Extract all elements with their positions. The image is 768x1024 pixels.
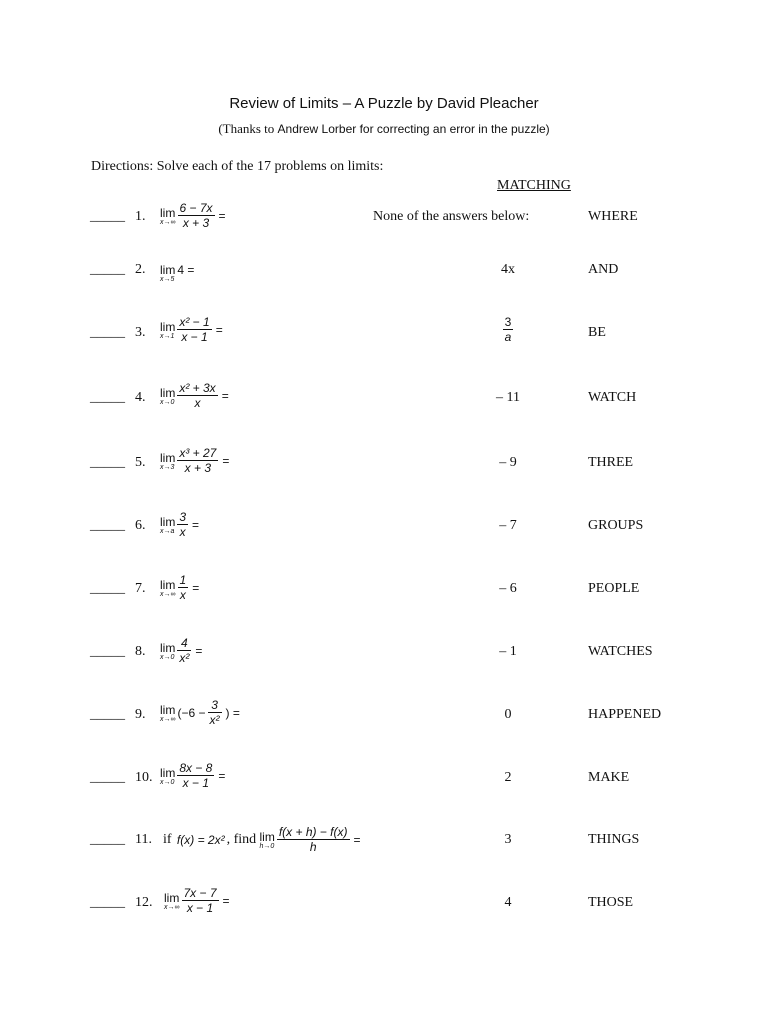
- problem-row: [0, 698, 768, 748]
- problem-number: 8.: [135, 644, 146, 659]
- limit-expression: lim x→∞ $\frac{7x - 7}{x - 1}$ =: [164, 886, 230, 915]
- answer-choice: 3: [504, 832, 512, 847]
- matching-heading: MATCHING: [497, 178, 571, 193]
- answer-word: AND: [588, 262, 619, 277]
- directions: Directions: Solve each of the 17 problems on limits:: [91, 159, 384, 174]
- limit-expression: lim x→0 $\frac{4}{\text{x²}}$ =: [160, 636, 203, 665]
- answer-word: BE: [588, 325, 606, 340]
- answer-choice: None of the answers below:: [373, 209, 530, 224]
- limit-expression: if f(x) = 2x² , find lim h→0 $\frac{f(x + h) - f(x)}{h}$ =: [163, 825, 361, 854]
- answer-blank[interactable]: _____: [90, 644, 125, 659]
- problem-row: [0, 886, 768, 936]
- answer-blank[interactable]: _____: [90, 518, 125, 533]
- answer-blank[interactable]: _____: [90, 832, 125, 847]
- limit-expression: lim x→∞ (−6 − $\frac{3}{\text{x²}}$ ) =: [160, 698, 240, 727]
- problem-row: [0, 201, 768, 251]
- limit-expression: lim x→a $\frac{3}{x}$ =: [160, 510, 200, 539]
- answer-choice: $\frac{3}{a}$: [504, 315, 512, 344]
- problem-row: [0, 446, 768, 496]
- limit-expression: lim x→3 $\frac{\text{x³ + 27}}{x + 3}$ =: [160, 446, 230, 475]
- subtitle-body: Andrew Lorber for correcting an error in the puzzle): [277, 122, 550, 136]
- problem-row: [0, 636, 768, 686]
- answer-word: WHERE: [588, 209, 638, 224]
- problem-row: [0, 381, 768, 431]
- limit-expression: lim x→∞ $\frac{1}{x}$ =: [160, 573, 200, 602]
- answer-word: WATCHES: [588, 644, 653, 659]
- limit-expression: lim x→∞ $\frac{6 - 7x}{x + 3}$ =: [160, 201, 226, 230]
- answer-choice: – 1: [499, 644, 517, 659]
- answer-blank[interactable]: _____: [90, 895, 125, 910]
- answer-choice: – 6: [499, 581, 517, 596]
- subtitle-prefix: (Thanks to: [218, 121, 278, 136]
- answer-choice: 4: [504, 895, 512, 910]
- problem-number: 9.: [135, 707, 146, 722]
- problem-number: 10.: [135, 770, 153, 785]
- problem-row: [0, 823, 768, 873]
- problem-row: [0, 573, 768, 623]
- problem-number: 5.: [135, 455, 146, 470]
- answer-word: THOSE: [588, 895, 634, 910]
- answer-choice: 4x: [501, 262, 515, 277]
- page-title: Review of Limits – A Puzzle by David Pleacher: [229, 95, 539, 112]
- limit-expression: lim x→1 $\frac{\text{x² − 1}}{x - 1}$ =: [160, 315, 223, 344]
- answer-word: MAKE: [588, 770, 630, 785]
- answer-blank[interactable]: _____: [90, 770, 125, 785]
- answer-choice: – 9: [499, 455, 517, 470]
- answer-word: THINGS: [588, 832, 640, 847]
- answer-blank[interactable]: _____: [90, 262, 125, 277]
- problem-number: 2.: [135, 262, 146, 277]
- problem-number: 7.: [135, 581, 146, 596]
- problem-row: [0, 510, 768, 560]
- answer-blank[interactable]: _____: [90, 455, 125, 470]
- answer-blank[interactable]: _____: [90, 325, 125, 340]
- problem-number: 1.: [135, 209, 146, 224]
- answer-choice: – 11: [496, 390, 520, 405]
- answer-blank[interactable]: _____: [90, 209, 125, 224]
- answer-choice: 0: [504, 707, 512, 722]
- problem-number: 4.: [135, 390, 146, 405]
- limit-expression: lim x→0 $\frac{\text{x² + 3x}}{x}$ =: [160, 381, 229, 410]
- problem-row: [0, 315, 768, 365]
- answer-blank[interactable]: _____: [90, 390, 125, 405]
- answer-word: HAPPENED: [588, 707, 662, 722]
- answer-word: THREE: [588, 455, 634, 470]
- answer-word: PEOPLE: [588, 581, 640, 596]
- problem-number: 11.: [135, 832, 152, 847]
- problem-number: 3.: [135, 325, 146, 340]
- page-subtitle: [0, 121, 768, 137]
- problem-number: 12.: [135, 895, 153, 910]
- problem-row: [0, 761, 768, 811]
- answer-word: GROUPS: [588, 518, 644, 533]
- problem-row: [0, 261, 768, 311]
- answer-blank[interactable]: _____: [90, 707, 125, 722]
- limit-expression: lim x→0 $\frac{8x - 8}{x - 1}$ =: [160, 761, 226, 790]
- limit-expression: lim x→5 4 =: [160, 263, 195, 283]
- answer-choice: – 7: [499, 518, 517, 533]
- answer-choice: 2: [504, 770, 512, 785]
- answer-word: WATCH: [588, 390, 637, 405]
- answer-blank[interactable]: _____: [90, 581, 125, 596]
- problem-number: 6.: [135, 518, 146, 533]
